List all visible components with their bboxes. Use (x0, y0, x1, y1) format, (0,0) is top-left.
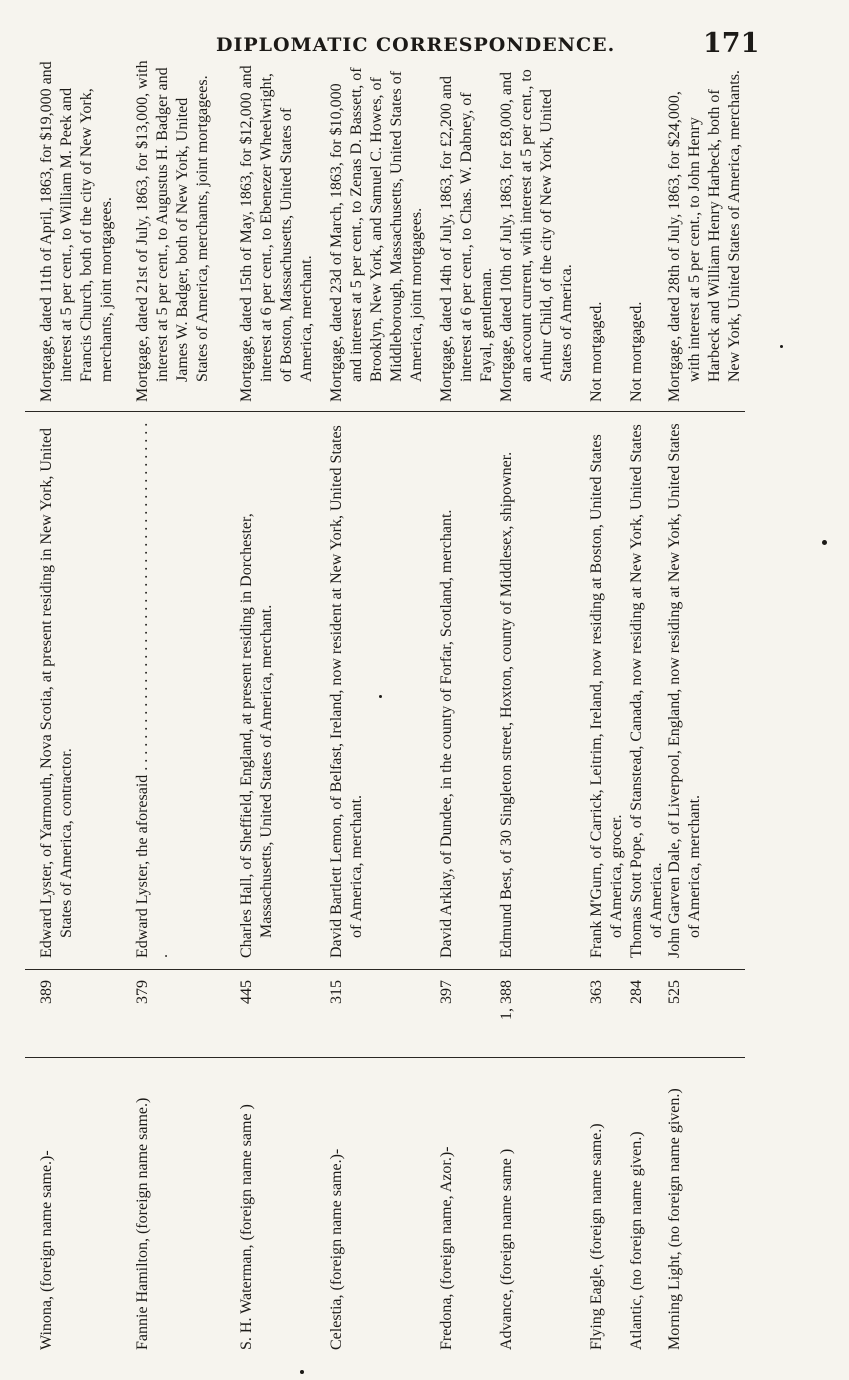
tonnage: 315 (328, 980, 345, 1004)
vessel-name: Atlantic, (no foreign name given.) (628, 1131, 645, 1350)
owner: Frank M'Gurn, of Carrick, Leitrim, Ireland, now residing at Boston, United States of America, grocer. (588, 434, 625, 958)
print-speck (379, 695, 382, 698)
owner: Edward Lyster, the aforesaid . . . (133, 418, 173, 958)
vessel-name: S. H. Waterman, (foreign name same ) (238, 1104, 255, 1350)
mortgage: Mortgage, dated 23d of March, 1863, for $10,000 and interest at 5 per cent., to Zenas D. Bassett, of Brooklyn, New York, and Samuel C. Howes, of Middleborough, Massachusetts, United States of America, joint mortgagees. (328, 67, 425, 402)
vessel-name: Celestia, (foreign name same.)- (328, 1148, 345, 1350)
vessel-register-table (25, 60, 745, 1350)
tonnage: 379 (134, 980, 151, 1004)
tonnage: 389 (38, 980, 55, 1004)
vessel-name: Winona, (foreign name same.)- (38, 1150, 55, 1350)
vessel-name: Morning Light, (no foreign name given.) (666, 1088, 683, 1350)
owner: John Garven Dale, of Liverpool, England, now residing at New York, United States of America, merchant. (666, 423, 703, 958)
print-speck (300, 1370, 304, 1374)
tonnage: 445 (238, 980, 255, 1004)
mortgage: Not mortgaged. (628, 301, 645, 402)
owner: David Arklay, of Dundee, in the county of Forfar, Scotland, merchant. (438, 509, 455, 958)
mortgage: Mortgage, dated 14th of July, 1863, for £2,200 and interest at 6 per cent., to Chas. W. Dabney, of Fayal, gentleman. (438, 75, 495, 402)
print-speck (822, 540, 827, 545)
vessel-name: Fredona, (foreign name, Azor.)- (438, 1146, 455, 1350)
running-head: DIPLOMATIC CORRESPONDENCE. (216, 34, 616, 56)
owner: Thomas Stott Pope, of Stanstead, Canada, now residing at New York, United States of America. (628, 424, 665, 958)
mortgage: Mortgage, dated 28th of July, 1863, for $24,000, with interest at 5 per cent., to John Henry Harbeck and William Henry Harbeck, both of New York, United States of America, merchants. (666, 70, 743, 402)
owner: Edward Lyster, of Yarmouth, Nova Scotia, at present residing in New York, United States of America, contractor. (38, 428, 75, 958)
owner: David Bartlett Lemon, of Belfast, Ireland, now resident at New York, United States of America, merchant. (328, 425, 365, 958)
mortgage: Mortgage, dated 21st of July, 1863, for $13,000, with interest at 5 per cent., to Augustus H. Badger and James W. Badger, both of New York, United States of America, merchants, joint mortgagees. (134, 60, 211, 402)
tonnage: 363 (588, 980, 605, 1004)
owner: Charles Hall, of Sheffield, England, at present residing in Dorchester, Massachusetts, United States of America, merchant. (238, 513, 275, 958)
tonnage: 1, 388 (498, 980, 515, 1020)
tonnage: 284 (628, 980, 645, 1004)
tonnage: 525 (666, 980, 683, 1004)
column-rule-owner (25, 969, 745, 970)
mortgage: Mortgage, dated 10th of July, 1863, for £8,000, and an account current, with interest at 5 per cent., to Arthur Child, of the city of New York, United States of America. (498, 69, 575, 402)
page-number: 171 (703, 28, 760, 59)
vessel-name: Advance, (foreign name same ) (498, 1148, 515, 1350)
column-rule-tonnage (25, 1057, 745, 1058)
vessel-name: Fannie Hamilton, (foreign name same.) (134, 1097, 151, 1350)
print-speck (780, 345, 783, 348)
mortgage: Not mortgaged. (588, 301, 605, 402)
owner: Edmund Best, of 30 Singleton street, Hoxton, county of Middlesex, shipowner. (498, 451, 515, 958)
tonnage: 397 (438, 980, 455, 1004)
column-rule-mortgage (25, 411, 745, 412)
mortgage: Mortgage, dated 15th of May, 1863, for $12,000 and interest at 6 per cent., to Ebenezer Wheelwright, of Boston, Massachusetts, United States of America, merchant. (238, 65, 315, 402)
mortgage: Mortgage, dated 11th of April, 1863, for $19,000 and interest at 5 per cent., to William M. Peek and Francis Church, both of the city of New York, merchants, joint mortgagees. (38, 61, 115, 402)
vessel-name: Flying Eagle, (foreign name same.) (588, 1123, 605, 1350)
